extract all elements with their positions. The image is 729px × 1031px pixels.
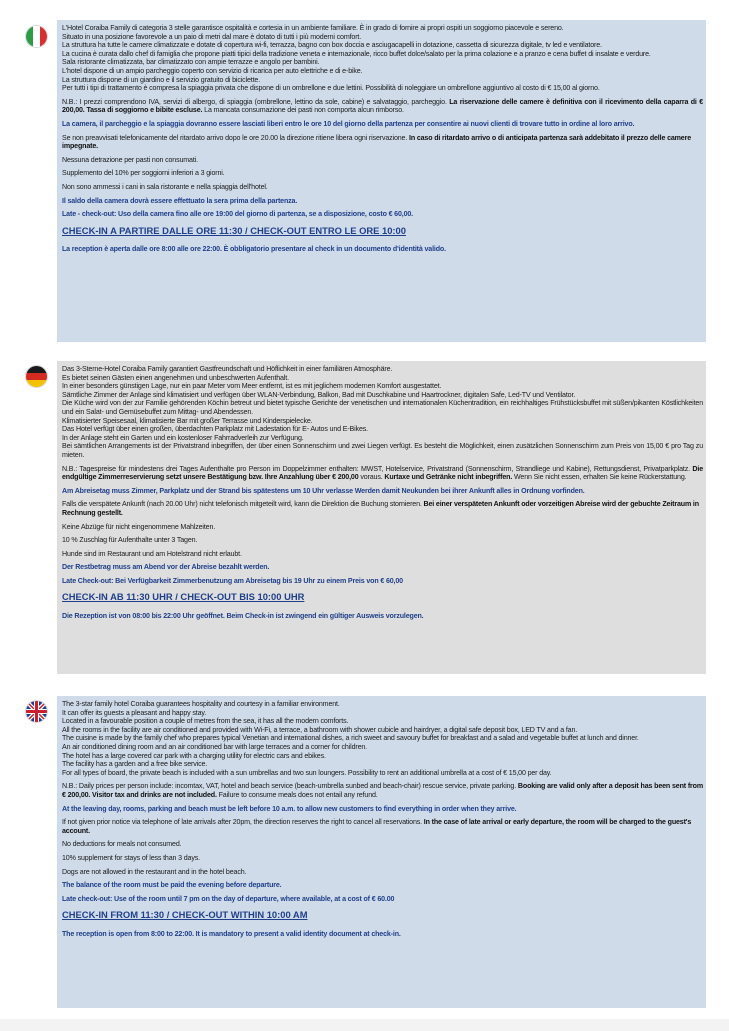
late-arrival-paragraph [62,134,703,151]
italian-panel [57,20,706,342]
late-arrival-text: Se non preavvisati telefonicamente del ritardato arrivo dopo le ore 20.00 la direzione ritiene libera ogni riservazione. [62,133,409,142]
intro-line: L'Hotel Coraiba Family di categoria 3 stelle garantisce ospitalità e cortesia in un ambiente familiare. È in grado di fornire ai propri ospiti un soggiorno piacevole e sereno. [62,24,564,32]
nb-tail-text: La mancata consumazione dei pasti non comporta alcun rimborso. [202,106,404,115]
nb-mid-text: voraus. [358,473,385,482]
intro-line: Situato in una posizione favorevole a un paio di metri dal mare è dotato di tutti i più moderni comfort. [62,32,362,41]
english-intro [62,700,703,777]
intro-line: The facility has a garden and a free bike service. [62,760,208,769]
intro-line: For all types of board, the private beach is included with a sun umbrellas and two sun loungers. Possibility to rent an additional umbrella at a cost of € 15,00 per day. [62,768,552,777]
nb-text: N.B.: Daily prices per person include: incomtax, VAT, hotel and beach service (beach-umbrella sunbed and beach-chair) rescue service, private parking. [62,782,518,791]
leave-room-notice: Am Abreisetag muss Zimmer, Parkplatz und der Strand bis spätestens um 10 Uhr verlasse Werden damit Neukunden bei ihrer Ankunft alles in Ordnung vorfinden. [62,486,585,495]
intro-line: Located in a favourable position a couple of metres from the sea, it has all the modern comforts. [62,717,349,726]
late-arrival-text: Falls die verspätete Ankunft (nach 20.00 Uhr) nicht telefonisch mitgeteilt wird, kann die Direktion die Buchung stornieren. [62,500,424,509]
checkin-heading: CHECK-IN AB 11:30 UHR / CHECK-OUT BIS 10:00 UHR [62,591,305,603]
late-checkout-text: Late check-out: Use of the room until 7 pm on the day of departure, where available, at a cost of € 60.00 [62,894,395,903]
supplement-text: 10 % Zuschlag für Aufenthalte unter 3 Tagen. [62,536,198,545]
intro-line: All the rooms in the facility are air conditioned and provided with Wi-Fi, a terrace, a bathroom with shower cubicle and hairdryer, a digital safe deposit box, LED TV and a fan. [62,725,578,734]
nb-bold-text: Booking are valid only after a deposit has been sent from € 200,00. Visitor tax and drinks are not included. [62,782,703,799]
checkin-heading: CHECK-IN FROM 11:30 / CHECK-OUT WITHIN 10:00 AM [62,909,308,921]
intro-line: Bei sämtlichen Arrangements ist der Privatstrand inbegriffen, der über einen Sonnenschirm und zwei Liegen verfügt. Es besteht die Möglichkeit, einen zusätzlichen Sonnenschirm zum Preis von 15,00 € pro Tag zu mieten. [62,442,703,459]
intro-line: Die Küche wird von der zur Familie gehörenden Köchin betreut und bietet typische Gerichte der venetischen und internationalen Küchentradition, ein reichhaltiges Frühstücksbuffet mit süßen/pikanten Köstlichkeiten und ein Salat- und Gemüsebuffet zum Mittag- und Abendessen. [62,399,703,416]
leave-room-notice: At the leaving day, rooms, parking and beach must be left before 10 a.m. to allow new customers to find everything in order when they arrive. [62,804,517,813]
late-arrival-paragraph [62,818,703,835]
nb-bold-text-2: Kurtaxe und Getränke nicht inbegriffen. [384,473,513,482]
no-deduction-text: Nessuna detrazione per pasti non consumati. [62,155,198,164]
english-panel [57,696,706,1008]
intro-line: Sala ristorante climatizzata, bar climatizzato con ampie terrazze e angolo per bambini. [62,58,320,67]
dogs-text: Hunde sind im Restaurant und am Hotelstrand nicht erlaubt. [62,549,242,558]
intro-line: Per tutti i tipi di trattamento è compresa la spiaggia privata che dispone di un ombrellone e due lettini. Possibilità di noleggiare un ombrellone aggiuntivo al costo di € 15,00 al giorno. [62,84,600,93]
nb-paragraph [62,465,703,482]
nb-text: N.B.: I prezzi comprendono IVA, servizi di albergo, di spiaggia (ombrellone, lettino da sole, cabine) e salvataggio, parcheggio. [62,97,450,106]
german-intro [62,365,703,460]
reception-text: The reception is open from 8:00 to 22:00. It is mandatory to present a valid identity document at check-in. [62,929,401,938]
intro-line: In der Anlage steht ein Garten und ein kostenloser Fahrradverleih zur Verfügung. [62,433,304,442]
intro-line: In einer besonders günstigen Lage, nur ein paar Meter vom Meer entfernt, ist es mit jeglichem modernen Komfort ausgestattet. [62,382,442,391]
page-footer-strip [0,1019,729,1031]
late-arrival-text: If not given prior notice via telephone of late arrivals after 20pm, the direction reserves the right to cancel all reservations. [62,818,424,827]
intro-line: La struttura ha tutte le camere climatizzate e dotate di copertura wi-fi, terrazza, bagno con box doccia e asciugacapelli in dotazione, cassetta di sicurezza digitale, tv led e ventilatore. [62,41,602,50]
checkin-heading: CHECK-IN A PARTIRE DALLE ORE 11:30 / CHECK-OUT ENTRO LE ORE 10:00 [62,224,406,236]
nb-paragraph [62,98,703,115]
dogs-text: Dogs are not allowed in the restaurant and in the hotel beach. [62,867,247,876]
late-checkout-text: Late - check-out: Uso della camera fino alle ore 19:00 del giorno di partenza, se a disposizione, costo € 60,00. [62,210,414,219]
reception-text: Die Rezeption ist von 08:00 bis 22:00 Uhr geöffnet. Beim Check-in ist zwingend ein gültiger Ausweis vorzulegen. [62,611,424,620]
reception-text: La reception è aperta dalle ore 8:00 alle ore 22:00. È obbligatorio presentare al check in un documento d'identità valido. [62,245,446,254]
nb-tail-text: Failure to consume meals does not entail any refund. [216,790,378,799]
intro-line: It can offer its guests a pleasant and happy stay. [62,708,207,717]
german-panel [57,361,706,674]
germany-flag-icon [26,366,47,387]
late-arrival-bold: In the case of late arrival or early departure, the room will be charged to the guest's account. [62,818,692,835]
italian-intro [62,24,703,93]
intro-line: Sämtliche Zimmer der Anlage sind klimatisiert und verfügen über WLAN-Verbindung, Balkon, Bad mit Duschkabine und Haartrockner, digitalen Safe, Led-TV und Ventilator. [62,390,576,399]
no-deduction-text: No deductions for meals not consumed. [62,840,182,849]
intro-line: L'hotel dispone di un ampio parcheggio coperto con servizio di ricarica per auto elettriche e di e-bike. [62,66,363,75]
balance-text: Il saldo della camera dovrà essere effettuato la sera prima della partenza. [62,196,298,205]
supplement-text: 10% supplement for stays of less than 3 days. [62,853,200,862]
nb-paragraph [62,782,703,799]
nb-bold-text: La riservazione delle camere è definitiva con il ricevimento della caparra di € 200,00. Tassa di soggiorno e bibite escluse. [62,97,703,115]
intro-line: The 3-star family hotel Coraiba guarantees hospitality and courtesy in a familiar environment. [62,700,340,708]
uk-flag-icon [26,701,47,722]
intro-line: The hotel has a large covered car park with a charging utility for electric cars and ebikes. [62,751,326,760]
dogs-text: Non sono ammessi i cani in sala ristorante e nella spiaggia dell'hotel. [62,182,268,191]
intro-line: La cucina è curata dallo chef di famiglia che propone piatti tipici della tradizione veneta e internazionale, ricco buffet dolce/salato per la prima colazione e a pranzo e cena buffet di insalate e verdure. [62,49,651,58]
late-arrival-bold: Bei einer verspäteten Ankunft oder vorzeitigen Abreise wird der gebuchte Zeitraum in Rechnung gestellt. [62,500,699,517]
leave-room-notice: La camera, il parcheggio e la spiaggia dovranno essere lasciati liberi entro le ore 10 del giorno della partenza per consentire ai nuovi clienti di trovare tutto in ordine al loro arrivo. [62,119,635,128]
balance-text: The balance of the room must be paid the evening before departure. [62,881,282,890]
late-checkout-text: Late Check-out: Bei Verfügbarkeit Zimmerbenutzung am Abreisetag bis 19 Uhr zu einem Preis von € 60,00 [62,576,403,585]
intro-line: Es bietet seinen Gästen einen angenehmen und unbeschwerten Aufenthalt. [62,373,289,382]
supplement-text: Supplemento del 10% per soggiorni inferiori a 3 giorni. [62,169,225,178]
nb-bold-text: Die endgültige Zimmerreservierung setzt unsere Bestätigung bzw. Ihre Anzahlung über € 200,00 [62,464,703,482]
intro-line: The cuisine is made by the family chef who prepares typical Venetian and international dishes, a rich sweet and savoury buffet for breakfast and a salad and vegetable buffet at lunch and dinner. [62,734,639,743]
intro-line: Klimatisierter Speisesaal, klimatisierte Bar mit großer Terrasse und Kinderspielecke. [62,416,313,425]
intro-line: Das Hotel verfügt über einen großen, überdachten Parkplatz mit Ladestation für E- Autos und E-Bikes. [62,425,368,434]
no-deduction-text: Keine Abzüge für nicht eingenommene Mahlzeiten. [62,522,216,531]
late-arrival-bold: In caso di ritardato arrivo o di anticipata partenza sarà addebitato il prezzo delle camere impegnate. [62,133,692,151]
balance-text: Der Restbetrag muss am Abend vor der Abreise bezahlt werden. [62,563,270,572]
intro-line: Das 3-Sterne-Hotel Coraiba Family garantiert Gastfreundschaft und Höflichkeit in einer familiären Atmosphäre. [62,365,393,373]
italy-flag-icon [26,26,47,47]
nb-tail-text: Wenn Sie nicht essen, erhalten Sie keine Rückerstattung. [512,473,687,482]
late-arrival-paragraph [62,500,703,517]
intro-line: La struttura dispone di un giardino e il servizio gratuito di biciclette. [62,75,261,84]
intro-line: An air conditioned dining room and an air conditioned bar with large terraces and a corner for children. [62,742,367,751]
nb-text: N.B.: Tagespreise für mindestens drei Tages Aufenthalte pro Person im Doppelzimmer enthalten: MWST, Hotelservice, Privatstrand (Sonnenschirm, Strandliege und Kabine), Rettungsdienst, Privatparkplatz. [62,464,693,473]
